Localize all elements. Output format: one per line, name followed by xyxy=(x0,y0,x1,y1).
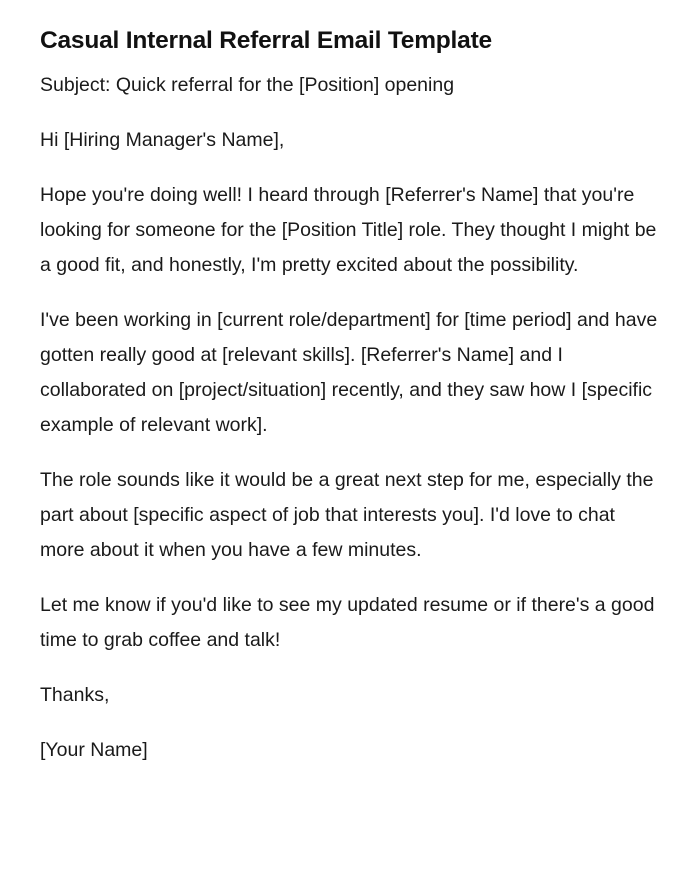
email-greeting: Hi [Hiring Manager's Name], xyxy=(40,129,285,151)
email-closing: Thanks, xyxy=(40,684,110,706)
email-paragraph-call-to-action: Let me know if you'd like to see my updated resume or if there's a good time to grab coffee and talk! xyxy=(40,594,655,651)
document-title: Casual Internal Referral Email Template xyxy=(40,27,492,54)
email-paragraph-intro: Hope you're doing well! I heard through [Referrer's Name] that you're looking for someone for the [Position Title] role. They thought I might be a good fit, and honestly, I'm pretty excited about the possibility. xyxy=(40,184,657,276)
email-signature: [Your Name] xyxy=(40,739,148,761)
email-subject: Subject: Quick referral for the [Position] opening xyxy=(40,74,455,96)
email-paragraph-interest: The role sounds like it would be a great next step for me, especially the part about [specific aspect of job that interests you]. I'd love to chat more about it when you have a few minutes. xyxy=(40,469,654,561)
email-paragraph-experience: I've been working in [current role/department] for [time period] and have gotten really good at [relevant skills]. [Referrer's Name] and I collaborated on [project/situation] recently, and they saw how I [specific example of relevant work]. xyxy=(40,309,658,436)
